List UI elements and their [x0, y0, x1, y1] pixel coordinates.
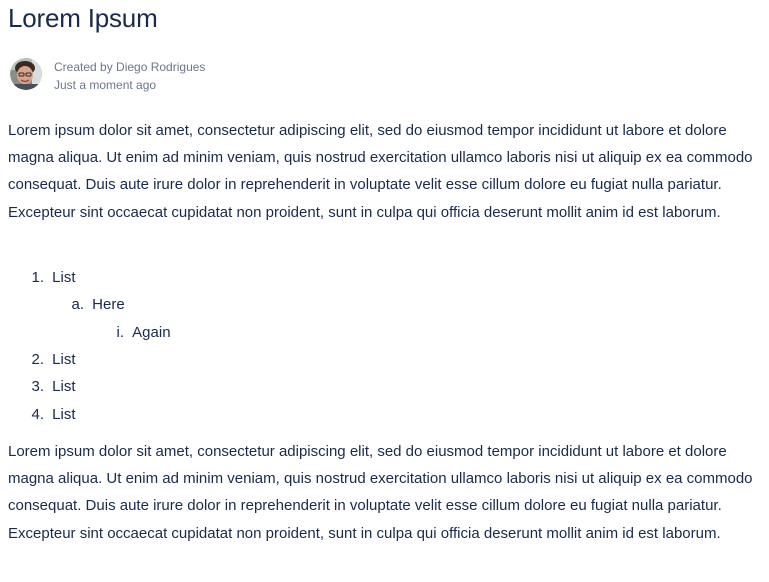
page-title: Lorem Ipsum — [8, 3, 158, 33]
list-marker: a. — [71, 296, 84, 313]
list-marker: i. — [116, 324, 124, 341]
list-item — [8, 267, 76, 289]
byline-text — [54, 58, 205, 94]
user-avatar-image — [10, 58, 42, 90]
list-item — [8, 376, 76, 398]
body-paragraph: Lorem ipsum dolor sit amet, consectetur adipiscing elit, sed do eiusmod tempor incididunt ut labore et dolore magna aliqua. Ut enim ad minim veniam, quis nostrud exercitation ullamco laboris nisi ut aliquip ex ea commodo consequat. Duis aute irure dolor in reprehenderit in voluptate velit esse cillum dolore eu fugiat nulla pariatur. Excepteur sint occaecat cupidatat non proident, sunt in culpa qui officia deserunt mollit anim id est laborum. — [8, 443, 753, 542]
list-item — [8, 404, 76, 426]
list-item-text: List — [52, 378, 76, 395]
list-item-text: Here — [92, 296, 125, 313]
list-marker: 1. — [31, 269, 44, 286]
list-item-nested — [8, 322, 171, 344]
list-item-text: List — [52, 351, 76, 368]
list-marker: 3. — [31, 378, 44, 395]
list-item-text: Again — [132, 324, 171, 341]
list-marker: 2. — [31, 351, 44, 368]
list-item — [8, 349, 76, 371]
body-paragraph: Lorem ipsum dolor sit amet, consectetur adipiscing elit, sed do eiusmod tempor incididunt ut labore et dolore magna aliqua. Ut enim ad minim veniam, quis nostrud exercitation ullamco laboris nisi ut aliquip ex ea commodo consequat. Duis aute irure dolor in reprehenderit in voluptate velit esse cillum dolore eu fugiat nulla pariatur. Excepteur sint occaecat cupidatat non proident, sunt in culpa qui officia deserunt mollit anim id est laborum. — [8, 122, 753, 221]
list-marker: 4. — [31, 406, 44, 423]
list-item-text: List — [52, 406, 76, 423]
list-item-text: List — [52, 269, 76, 286]
avatar[interactable] — [10, 58, 42, 90]
list-item-nested — [8, 294, 125, 316]
page-byline — [10, 58, 410, 94]
created-by-link[interactable]: Created by Diego Rodrigues — [54, 60, 206, 74]
last-modified-timestamp[interactable]: Just a moment ago — [54, 78, 157, 92]
